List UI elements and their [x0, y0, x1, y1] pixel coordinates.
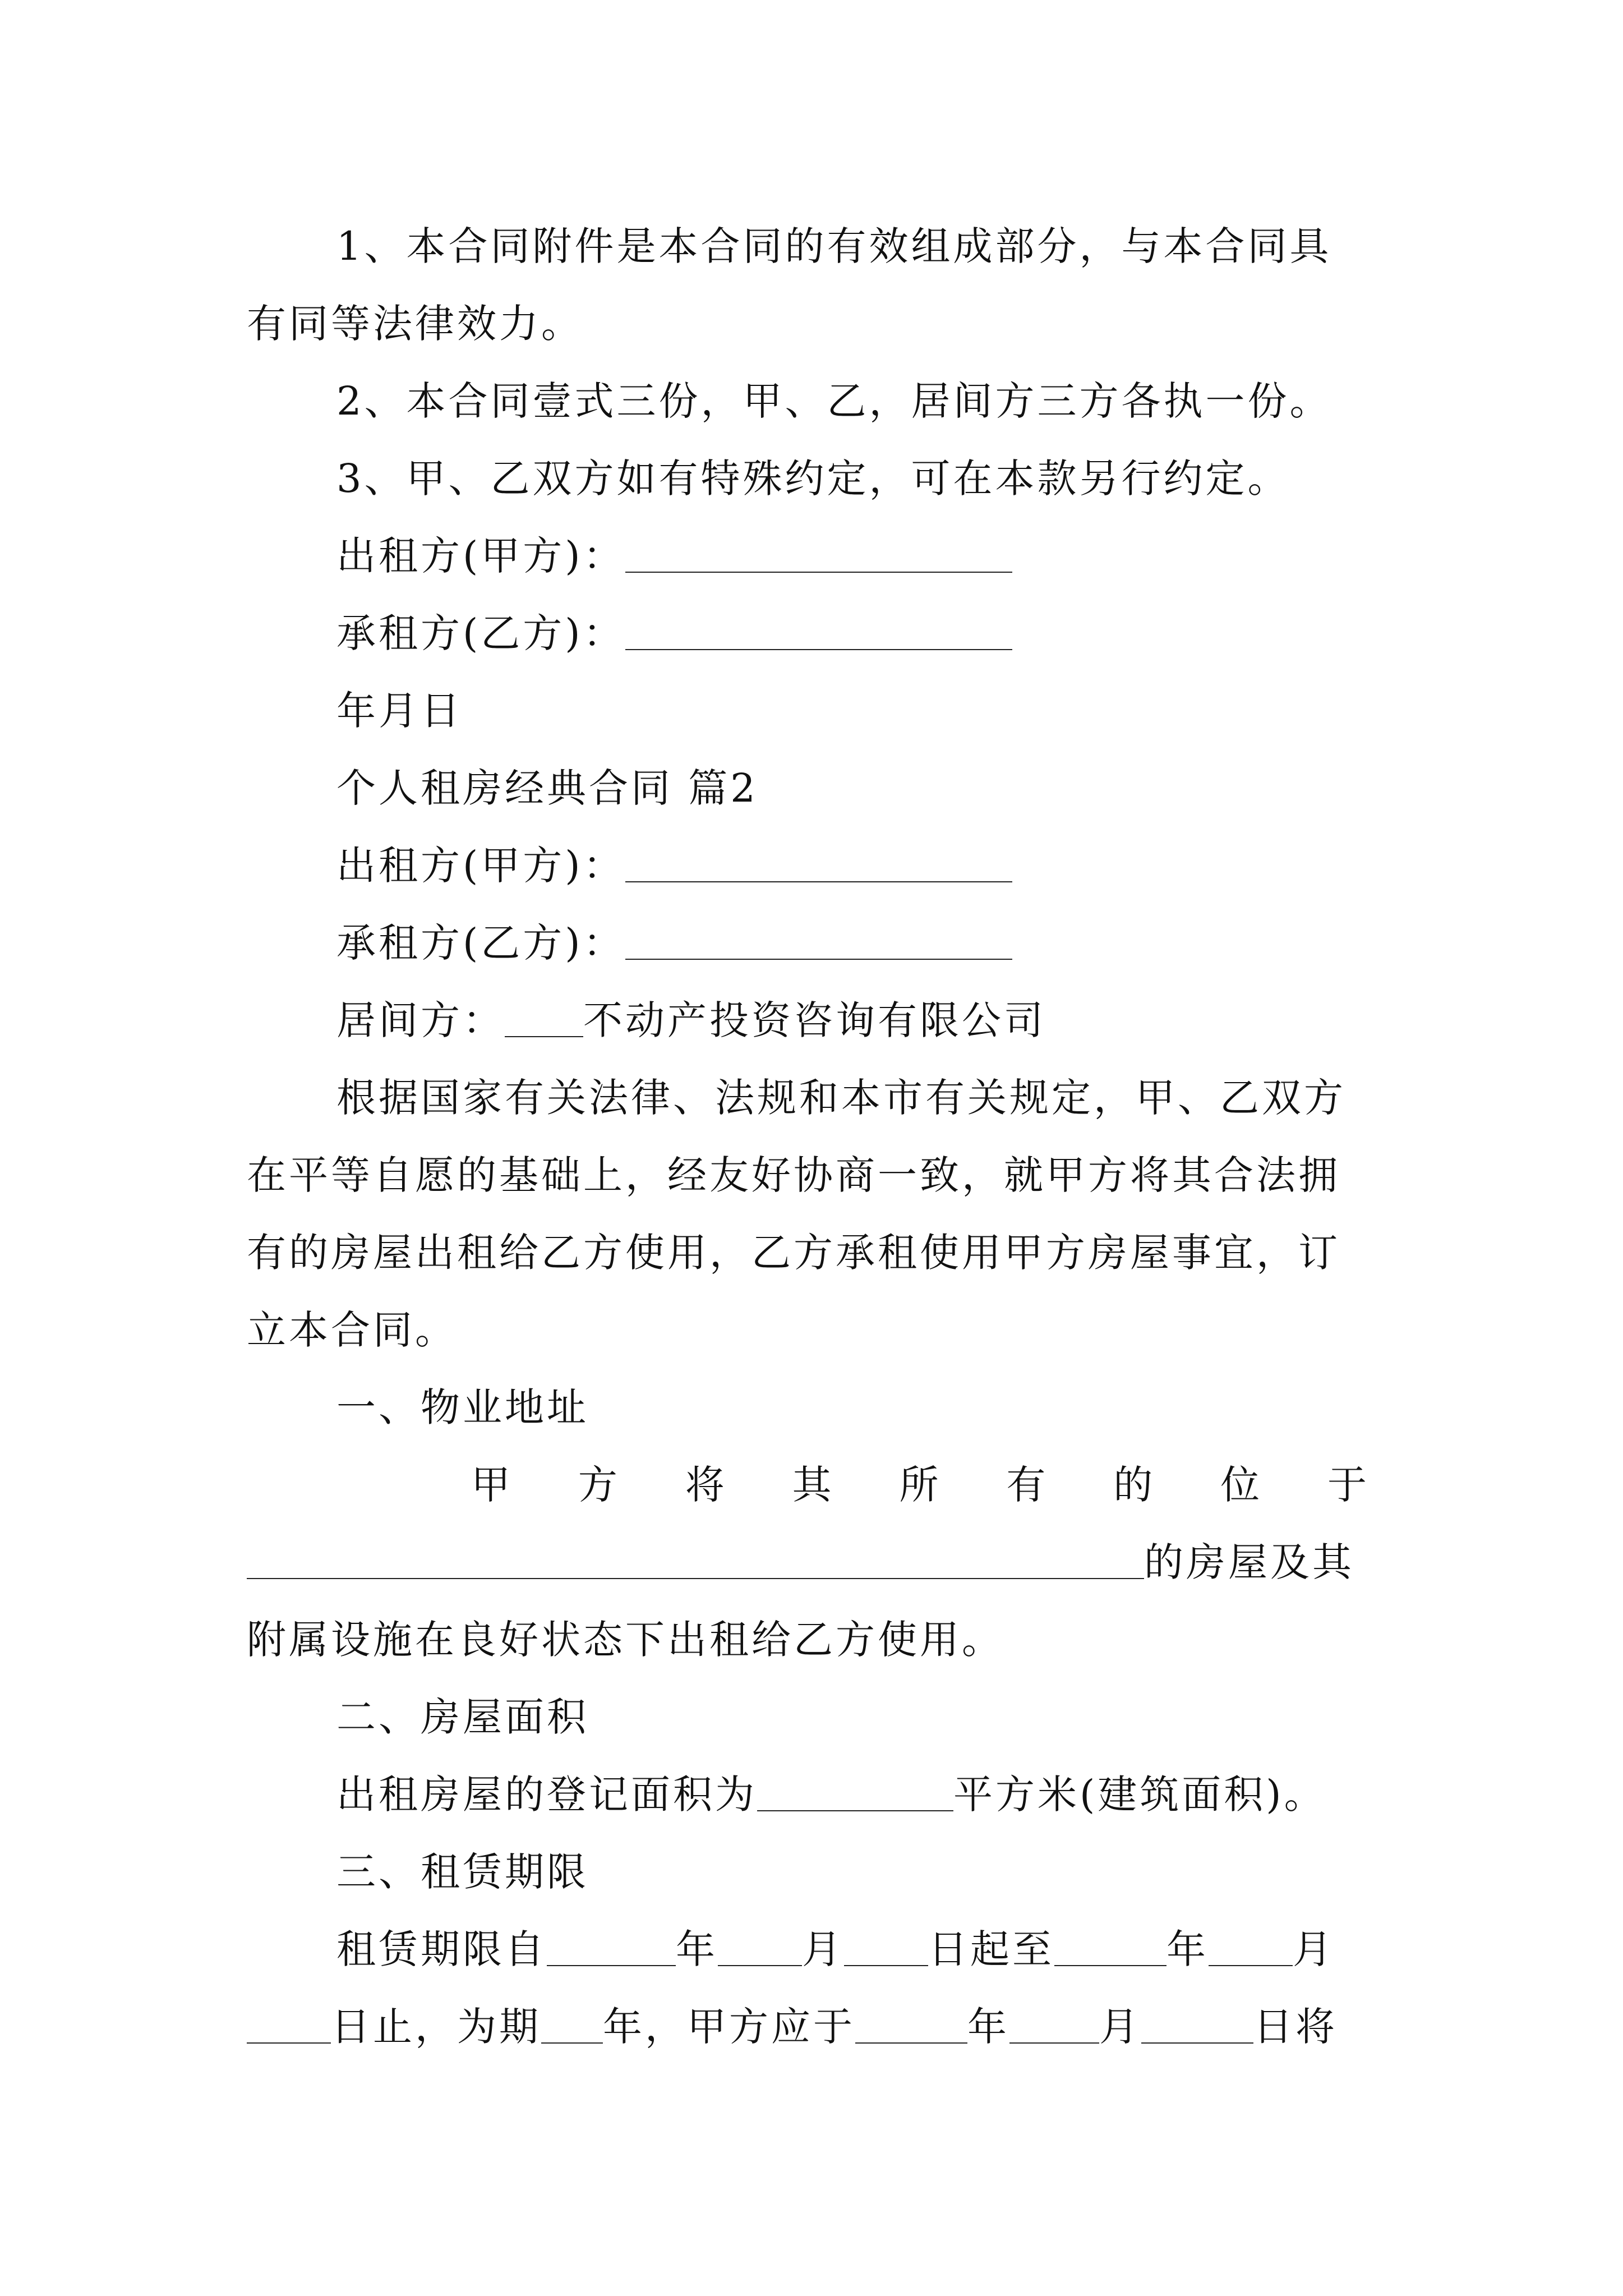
lessor-line-2	[247, 827, 1385, 904]
month-char-3: 月	[1099, 2004, 1141, 2050]
preamble-line-3: 有的房屋出租给乙方使用，乙方承租使用甲方房屋事宜，订	[247, 1230, 1340, 1276]
heading-term: 三、租赁期限	[336, 1849, 589, 1895]
end-year-blank	[1054, 1930, 1166, 1966]
spread-char: 的	[1113, 1462, 1156, 1508]
heading-property-address: 一、物业地址	[336, 1384, 589, 1430]
property-address-line-2	[247, 1524, 1385, 1601]
lessor-blank	[625, 537, 1012, 573]
lessee-blank	[625, 614, 1012, 650]
lessor-signature-line	[247, 517, 1385, 595]
delivery-year-blank	[855, 2008, 967, 2044]
spread-char: 方	[578, 1462, 620, 1508]
preamble-line-1: 根据国家有关法律、法规和本市有关规定，甲、乙双方	[336, 1075, 1346, 1121]
term-line-2	[247, 1988, 1385, 2065]
period-text: 日止，为期	[331, 2004, 541, 2050]
agent-line	[247, 982, 1385, 1059]
clause-1-line-1: 1、本合同附件是本合同的有效组成部分，与本合同具	[336, 223, 1332, 269]
start-day-blank	[844, 1930, 928, 1966]
delivery-text: 年，甲方应于	[603, 2004, 855, 2050]
day-will-text: 日将	[1253, 2004, 1338, 2050]
clause-2: 2、本合同壹式三份，甲、乙，居间方三方各执一份。	[336, 378, 1332, 424]
address-suffix: 的房屋及其	[1144, 1539, 1354, 1585]
property-address-line-3: 附属设施在良好状态下出租给乙方使用。	[247, 1617, 1004, 1663]
area-line	[247, 1756, 1385, 1833]
term-line-1	[247, 1911, 1385, 1988]
spread-char: 其	[792, 1462, 834, 1508]
preamble-line-2: 在平等自愿的基础上，经友好协商一致，就甲方将其合法拥	[247, 1152, 1340, 1198]
start-month-blank	[718, 1930, 802, 1966]
lessor-label-2: 出租方(甲方)：	[336, 843, 625, 889]
lessee-line-2	[247, 904, 1385, 982]
clause-3: 3、甲、乙双方如有特殊约定，可在本款另行约定。	[336, 455, 1290, 501]
area-label: 出租房屋的登记面积为	[336, 1772, 757, 1818]
delivery-day-blank	[1141, 2008, 1253, 2044]
lessee-label-2: 承租方(乙方)：	[336, 920, 625, 966]
contract-page	[247, 208, 1385, 2065]
section-title: 个人租房经典合同 篇2	[336, 765, 758, 811]
end-day-blank	[247, 2008, 331, 2044]
address-blank	[247, 1543, 1144, 1579]
spread-char: 所	[899, 1462, 942, 1508]
agent-blank	[505, 1001, 583, 1037]
year-char-2: 年	[1166, 1926, 1209, 1972]
lessee-blank-2	[625, 924, 1012, 960]
property-address-spread-line	[247, 1446, 1385, 1524]
lessee-label: 承租方(乙方)：	[336, 610, 625, 656]
term-label: 租赁期限自	[336, 1926, 547, 1972]
spread-char: 于	[1327, 1462, 1370, 1508]
area-unit: 平方米(建筑面积)。	[953, 1772, 1326, 1818]
spread-char: 将	[685, 1462, 727, 1508]
lessor-blank-2	[625, 846, 1012, 882]
year-char: 年	[676, 1926, 718, 1972]
area-blank	[757, 1775, 953, 1811]
month-char-2: 月	[1293, 1926, 1335, 1972]
clause-1-line-2: 有同等法律效力。	[247, 301, 583, 347]
spread-char: 有	[1006, 1462, 1049, 1508]
heading-area: 二、房屋面积	[336, 1694, 589, 1740]
start-year-blank	[547, 1930, 676, 1966]
end-month-blank	[1209, 1930, 1293, 1966]
month-char: 月	[802, 1926, 844, 1972]
delivery-month-blank	[1009, 2008, 1099, 2044]
agent-company: 不动产投资咨询有限公司	[583, 997, 1046, 1043]
period-years-blank	[541, 2008, 603, 2044]
preamble-line-4: 立本合同。	[247, 1307, 457, 1353]
lessor-label: 出租方(甲方)：	[336, 533, 625, 579]
until-text: 日起至	[928, 1926, 1054, 1972]
spread-char: 位	[1220, 1462, 1263, 1508]
agent-label: 居间方：	[336, 997, 505, 1043]
year-char-3: 年	[967, 2004, 1009, 2050]
spread-char: 甲	[471, 1462, 513, 1508]
lessee-signature-line	[247, 595, 1385, 672]
date-line: 年月日	[336, 688, 463, 734]
